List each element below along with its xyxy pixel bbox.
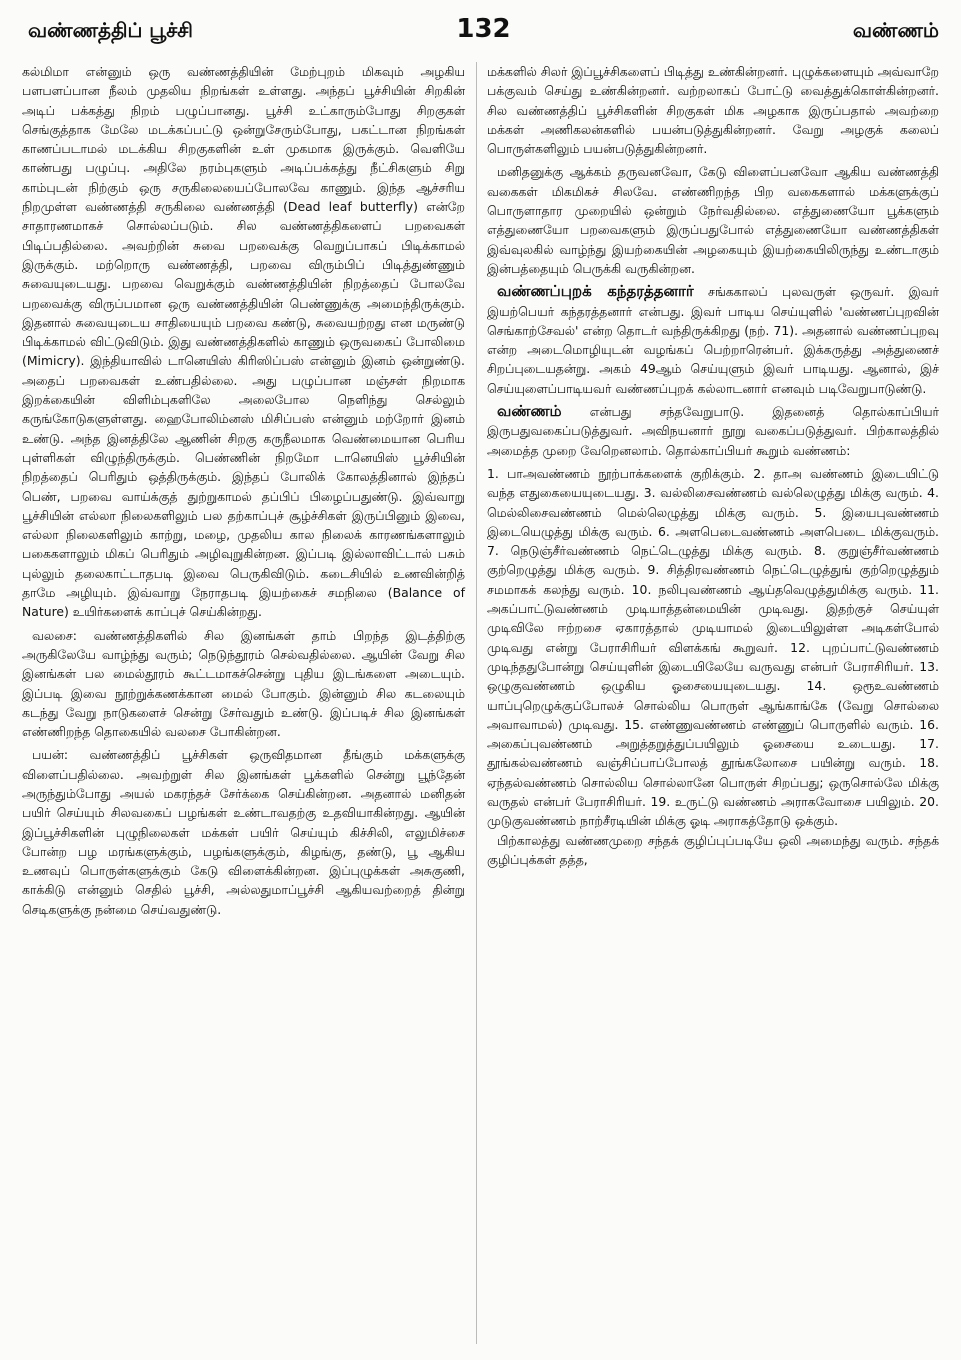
- right-column: [487, 62, 939, 873]
- butterfly-description-paragraph: கல்மிமா என்னும் ஒரு வண்ணத்தியின் மேற்புறம் மிகவும் அழகிய பளபளப்பான நீலம் முதலிய நிறங்கள் உள்ளது. அந்தப் பூச்சியின் சிறகின் அடிப் பக்கத்து நிறம் பழுப்பானது. பூச்சி உட்காரும்போது சிறகுகள் செங்குத்தாக மேலே மடக்கப்பட்டு ஒன்றுசேரும்போது, பகட்டான நிறங்கள் காணப்படாமல் மடக்கிய சிறகுகளின் உள் முகமாக இருக்கும். வெளியே காண்பது பழுப்பு. அதிலே நரம்புகளும் அடிப்பக்கத்து நீட்சிகளும் சிறு காம்புடன் நிற்கும் ஒரு சருகிலையைப்போலவே காணும். இந்த ஆச்சரிய நிறமுள்ள வண்ணத்தி சருகிலை வண்ணத்தி (Dead leaf butterfly) என்றே சாதாரணமாகச் சொல்லப்படும். சில வண்ணத்திகளைப் பறவைகள் பிடிப்பதில்லை. அவற்றின் சுவை பறவைக்கு வெறுப்பாகப் பிடிக்காமல் இருக்கும். மற்றொரு வண்ணத்தி, பறவை விரும்பிப் பிடித்துண்ணும் சுவையுடையது. பறவை வெறுக்கும் வண்ணத்தியின் நிறத்தைப் போலவே பறவைக்கு விருப்பமான ஒரு வண்ணத்தியின் பெண்ணுக்கு அமைந்திருக்கும். இதனால் சுவையுடைய சாதியையும் பறவை கண்டு, சுவையற்றது என மருண்டு பிடிக்காமல் விட்டுவிடும். இது வண்ணத்திகளில் காணும் ஒருவகைப் போலிமை (Mimicry). இந்தியாவில் டானெயிஸ் கிரிஸிப்பஸ் என்னும் இனம் ஒன்றுண்டு. அதைப் பறவைகள் உண்பதில்லை. அது பழுப்பான மஞ்சள் நிறமாக இறக்கையின் விளிம்புகளிலே அலைபோல நெளிந்து செல்லும் கருங்கோடுகளுள்ளது. ஹைபோலிம்னஸ் மிசிப்பஸ் என்னும் மற்றோர் இனம் உண்டு. அந்த இனத்திலே ஆணின் சிறகு கருநீலமாக வெண்மையான பெரிய புள்ளிகள் விழுந்திருக்கும். பெண்ணின் நிறமோ டானெயிஸ் பூச்சியின் நிறத்தைப் பெரிதும் ஒத்திருக்கும். இந்தப் போலிக் கோலத்தினால் இந்தப் பெண், பறவை வாய்க்குத் துற்றுகாமல் தப்பிப் பிழைப்பதுண்டு. இவ்வாறு பூச்சியின் எல்லா நிலைகளிலும் பல தற்காப்புச் சூழ்ச்சிகள் இருப்பினும் இவை, எல்லா நிலைகளிலும் காற்று, மழை, முதலிய கால நிலைக் காரணங்களாலும் பகைகளாலும் மிகப் பெரிதும் அழிவுறுகின்றன. இப்படி இல்லாவிட்டால் பசும் புல்லும் தலைகாட்டாதபடி இவை பெருகிவிடும். கடைசியில் உணவின்றித் தாமே அழியும். இவ்வாறு நேராதபடி இயற்கைச் சமநிலை (Balance of Nature) உயிர்களைக் காப்புச் செய்கின்றது.: [22, 64, 465, 620]
- left-column: [22, 62, 465, 923]
- closing-paragraph: பிற்காலத்து வண்ணமுறை சந்தக் குழிப்புப்படியே ஒலி அமைந்து வரும். சந்தக் குழிப்புக்கள் தத்த,: [487, 832, 939, 867]
- column-divider: [476, 62, 477, 1344]
- entry-intro: என்பது சந்தவேறுபாடு. இதனைத் தொல்காப்பியர் இருபதுவகைப்படுத்துவர். அவிநயனார் நூறு வகைப்படுத்துவர். பிற்காலத்தில் அமைத்த முறை வேறெனலாம். தொல்காப்பியர் கூறும் வண்ணம்:: [487, 404, 939, 458]
- entry-headword: வண்ணம்: [497, 402, 562, 421]
- entry-text: சங்ககாலப் புலவருள் ஒருவர். இவர் இயற்பெயர் கந்தரத்தனார் என்பது. இவர் பாடிய செய்யுளில் 'வண்ணப்புறவின் செங்காற்சேவல்' என்ற தொடர் வந்திருக்கிறது (நற். 71). அதனால் வண்ணப்புறவு என்ற அடைமொழியுடன் வழங்கப் பெற்றாரென்பர். இக்கருத்து அத்துணைச் சிறப்புடையதன்று. அகம் 49ஆம் செய்யுளும் இவர் பாடியது. ஆனால், இச் செய்யுளைப்பாடியவர் வண்ணப்புறக் கல்லாடனார் எனவும் படிவேறுபாடுண்டு.: [487, 284, 939, 396]
- running-head-right: வண்ணம்: [852, 18, 939, 42]
- entry-poet: [487, 282, 939, 398]
- economic-paragraph: மனிதனுக்கு ஆக்கம் தருவனவோ, கேடு விளைப்பனவோ ஆகிய வண்ணத்தி வகைகள் மிகமிகச் சிலவே. எண்ணிறந்த பிற வகைகளால் மக்களுக்குப் பொருளாதார முறையில் ஒன்றும் நேர்வதில்லை. எத்துணையோ பூக்களும் எத்துணையோ பறவைகளும் இருப்பதுபோல் எத்துணையோ வண்ணத்திகள் இவ்வுலகில் வாழ்ந்து இயற்கையின் அழகையும் இயற்கையிலிருந்து உண்டாகும் இன்பத்தையும் பெருக்கி வருகின்றன.: [487, 164, 939, 276]
- entry-vannam: [487, 402, 939, 460]
- uses-paragraph: பயன்: வண்ணத்திப் பூச்சிகள் ஒருவிதமான தீங்கும் மக்களுக்கு விளைப்பதில்லை. அவற்றுள் சில இனங்கள் பூக்களில் சென்று பூந்தேன் அருந்தும்போது அயல் மகரந்தச் சேர்க்கை செய்கின்றன. அதனால் மனிதன் பயிர் செய்யும் சிலவகைப் பழங்கள் உண்டாவதற்கு உதவியாகின்றது. ஆயின் இப்பூச்சிகளின் புழுநிலைகள் மக்கள் பயிர் செய்யும் கிச்சிலி, எலுமிச்சை போன்ற பழ மரங்களுக்கும், பழங்களுக்கும், கிழங்கு, தண்டு, பூ ஆகிய உணவுப் பொருள்களுக்கும் கேடு விளைக்கின்றன. இப்புழுக்கள் அசுகுணி, காக்கிடு என்னும் செதில் பூச்சி, அல்லதுமாப்பூச்சி ஆகியவற்றைத் தின்று செடிகளுக்கு நன்மை செய்வதுண்டு.: [22, 747, 465, 917]
- vannam-list: 1. பாஅவண்ணம் நூற்பாக்களைக் குறிக்கும். 2. தாஅ வண்ணம் இடையிட்டு வந்த எதுகையையுடையது. 3. வல்லிசைவண்ணம் வல்லெழுத்து மிக்கு வரும். 4. மெல்லிசைவண்ணம் மெல்லெழுத்து மிக்கு வரும். 5. இயைபுவண்ணம் இடையெழுத்து மிக்கு வரும். 6. அளபெடைவண்ணம் அளபெடை மிக்குவரும். 7. நெடுஞ்சீர்வண்ணம் நெட்டெழுத்து மிக்கு வரும். 8. குறுஞ்சீர்வண்ணம் குற்றெழுத்து மிக்கு வரும். 9. சித்திரவண்ணம் நெட்டெழுத்துங் குற்றெழுத்தும் சமமாகக் கலந்து வரும். 10. நலிபுவண்ணம் ஆய்தவெழுத்துமிக்கு வரும். 11. அகப்பாட்டுவண்ணம் முடியாத்தன்மையின் முடிவது. இதற்குச் செய்யுள் முடிவிலே ஈற்றசை ஏகாரத்தால் முடியாமல் இடையிலுள்ள அடிகள்போல் முடிவது என்று பேராசிரியர் விளக்கங் கூறுவர். 12. புறப்பாட்டுவண்ணம் முடிந்ததுபோன்று செய்யுளின் இடையிலேயே வருவது என்பர் பேராசிரியர். 13. ஒழுகுவண்ணம் ஒழுகிய ஓசையையுடையது. 14. ஒரூஉவண்ணம் யாப்புறெழுக்குப்போலச் சொல்லிய பொருள் ஆங்காங்கே (வேறு சொல்லை அவாவாமல்) முடிவது. 15. எண்ணுவண்ணம் எண்ணுப் பொருளில் வரும். 16. அகைப்புவண்ணம் அறுத்தறுத்துப்பயிலும் ஓசையை உடையது. 17. தூங்கல்வண்ணம் வஞ்சிப்பாப்போலத் தூங்கலோசை பயின்று வரும். 18. ஏந்தல்வண்ணம் சொல்லிய சொல்லானே பொருள் சிறப்பது; ஒருசொல்லே மிக்கு வருதல் என்பர் பேராசிரியர். 19. உருட்டு வண்ணம் அராகவோசை பயிலும். 20. முடுகுவண்ணம் நாற்சீரடியின் மிக்கு ஓடி அராகத்தோடு ஒக்கும்.: [487, 465, 939, 829]
- running-head-left: வண்ணத்திப் பூச்சி: [28, 18, 193, 42]
- entry-headword: வண்ணப்புறக் கந்தரத்தனார்: [497, 282, 694, 301]
- uses-continued-paragraph: மக்களில் சிலர் இப்பூச்சிகளைப் பிடித்து உண்கின்றனர். புழுக்களையும் அவ்வாறே பக்குவம் செய்து உண்கின்றனர். வற்றலாகப் போட்டு வைத்துக்கொள்கின்றனர். சில வண்ணத்திப் பூச்சிகளின் சிறகுகள் மிக அழகாக இருப்பதால் அவற்றை மக்கள் அணிகலன்களில் பயன்படுத்துகின்றனர். வேறு அழகுக் கலைப் பொருள்களிலும் பயன்படுத்துகின்றனர்.: [487, 64, 939, 157]
- page-number: 132: [456, 14, 511, 44]
- page-header: [28, 14, 939, 54]
- migration-paragraph: வலசை: வண்ணத்திகளில் சில இனங்கள் தாம் பிறந்த இடத்திற்கு அருகிலேயே வாழ்ந்து வரும்; நெடுந்தூரம் செல்வதில்லை. ஆயின் வேறு சில இனங்கள் பல மைல்தூரம் கூட்டமாகச்சென்று புதிய இடங்களை அடையும். இப்படி இவை நூற்றுக்கணக்கான மைல் போகும். இன்னும் சில கடலையும் கடந்து வேறு நாடுகளைச் சென்று சேர்வதும் உண்டு. இப்படிச் சில இனங்கள் எண்ணிறந்த தொகையில் வலசை போகின்றன.: [22, 627, 465, 740]
